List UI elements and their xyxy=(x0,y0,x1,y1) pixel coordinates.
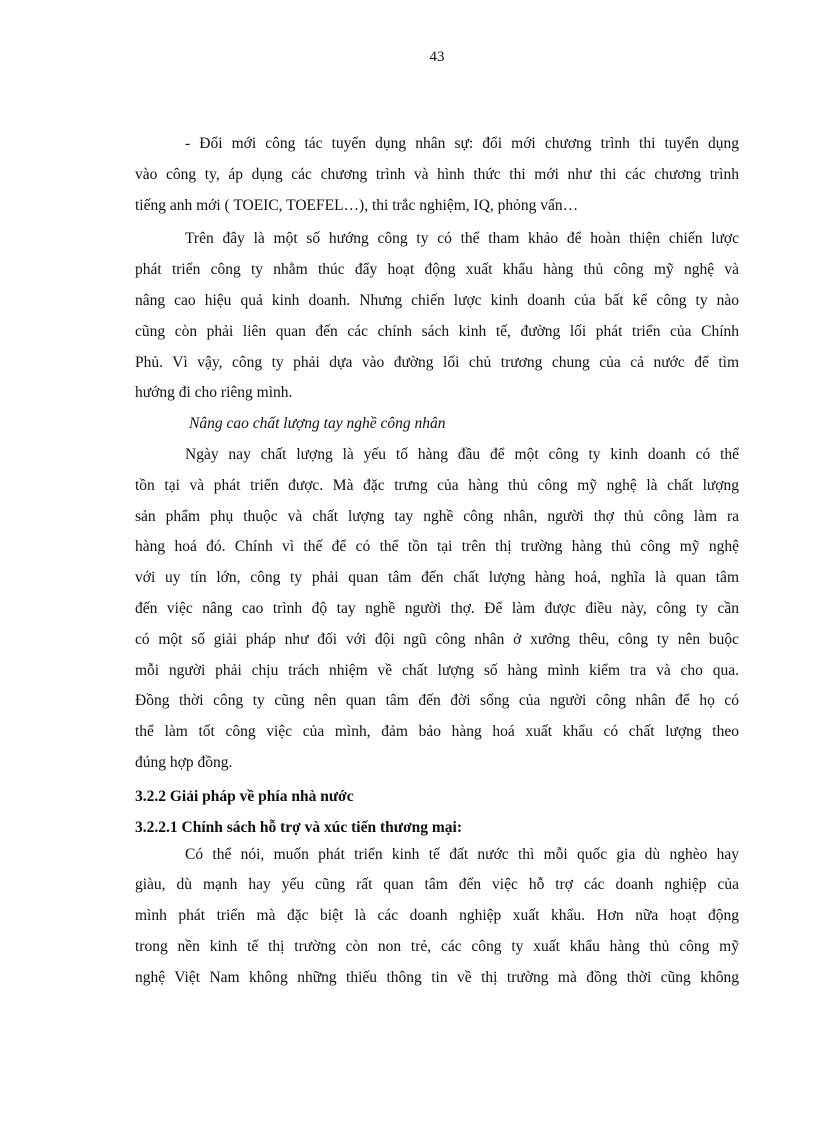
paragraph-strategy xyxy=(135,228,739,413)
paragraph-recruitment xyxy=(135,133,739,225)
text-line: nâng cao hiệu quả kinh doanh. Nhưng chiến lược kinh doanh của bất kể công ty nào xyxy=(135,291,739,309)
paragraph-worker-quality xyxy=(135,444,739,783)
text-line: hướng đi cho riêng mình. xyxy=(135,384,293,402)
text-line: với uy tín lớn, công ty phải quan tâm đến chất lượng hàng hoá, nghĩa là quan tâm xyxy=(135,569,739,587)
text-line: sản phẩm phụ thuộc và chất lượng tay nghề công nhân, người thợ thủ công làm ra xyxy=(135,507,739,525)
text-line: tồn tại và phát triển được. Mà đặc trưng của hàng thủ công mỹ nghệ là chất lượng xyxy=(135,476,739,494)
text-line: hàng hoá đó. Chính vì thế để có thể tồn tại trên thị trường hàng thủ công mỹ nghệ xyxy=(135,538,739,556)
document-body xyxy=(135,133,739,998)
section-subheading: Nâng cao chất lượng tay nghề công nhân xyxy=(189,415,446,433)
text-line: mình phát triển mà đặc biệt là các doanh nghiệp xuất khẩu. Hơn nữa hoạt động xyxy=(135,907,739,925)
section-heading-3-2-2-1: 3.2.2.1 Chính sách hỗ trợ và xúc tiến thương mại: xyxy=(135,818,463,836)
text-line: Ngày nay chất lượng là yếu tố hàng đầu để một công ty kinh doanh có thể xyxy=(185,445,739,463)
text-line: Đồng thời công ty cũng nên quan tâm đến đời sống của người công nhân để họ có xyxy=(135,692,739,710)
text-line: phát triển công ty nhằm thúc đẩy hoạt động xuất khẩu hàng thủ công mỹ nghệ và xyxy=(135,261,739,279)
text-line: giàu, dù mạnh hay yếu cũng rất quan tâm đến việc hỗ trợ các doanh nghiệp của xyxy=(135,876,739,894)
text-line: thể làm tốt công việc của mình, đảm bảo hàng hoá xuất khẩu có chất lượng theo xyxy=(135,723,739,741)
text-line: mỗi người phải chịu trách nhiệm về chất lượng số hàng mình kiểm tra và cho qua. xyxy=(135,661,739,679)
text-line: đúng hợp đồng. xyxy=(135,753,233,771)
paragraph-trade-support xyxy=(135,844,739,998)
text-line: Có thể nói, muốn phát triển kinh tế đất nước thì mỗi quốc gia dù nghèo hay xyxy=(185,845,739,863)
text-line: cũng còn phải liên quan đến các chính sách kinh tế, đường lối phát triển của Chính xyxy=(135,322,739,340)
text-line: nghệ Việt Nam không những thiếu thông tin về thị trường mà đồng thời cũng không xyxy=(135,968,739,986)
text-line: - Đổi mới công tác tuyển dụng nhân sự: đổi mới chương trình thi tuyển dụng xyxy=(185,135,739,152)
page-number: 43 xyxy=(429,49,445,65)
text-line: trong nền kinh tế thị trường còn non trẻ, các công ty xuất khẩu hàng thủ công mỹ xyxy=(135,937,739,955)
section-heading-3-2-2: 3.2.2 Giải pháp về phía nhà nước xyxy=(135,787,354,805)
text-line: vào công ty, áp dụng các chương trình và hình thức thi mới như thi các chương trình xyxy=(135,165,739,183)
text-line: đến việc nâng cao trình độ tay nghề người thợ. Để làm được điều này, công ty cần xyxy=(135,599,739,617)
text-line: tiếng anh mới ( TOEIC, TOEFEL…), thi trắc nghiệm, IQ, phỏng vấn… xyxy=(135,196,579,214)
text-line: Trên đây là một số hướng công ty có thể tham khảo để hoàn thiện chiến lược xyxy=(185,230,739,248)
text-line: có một số giải pháp như đối với đội ngũ công nhân ở xưởng thêu, công ty nên buộc xyxy=(135,630,739,648)
text-line: Phủ. Vì vậy, công ty phải dựa vào đường lối chủ trương chung của cả nước để tìm xyxy=(135,353,739,371)
